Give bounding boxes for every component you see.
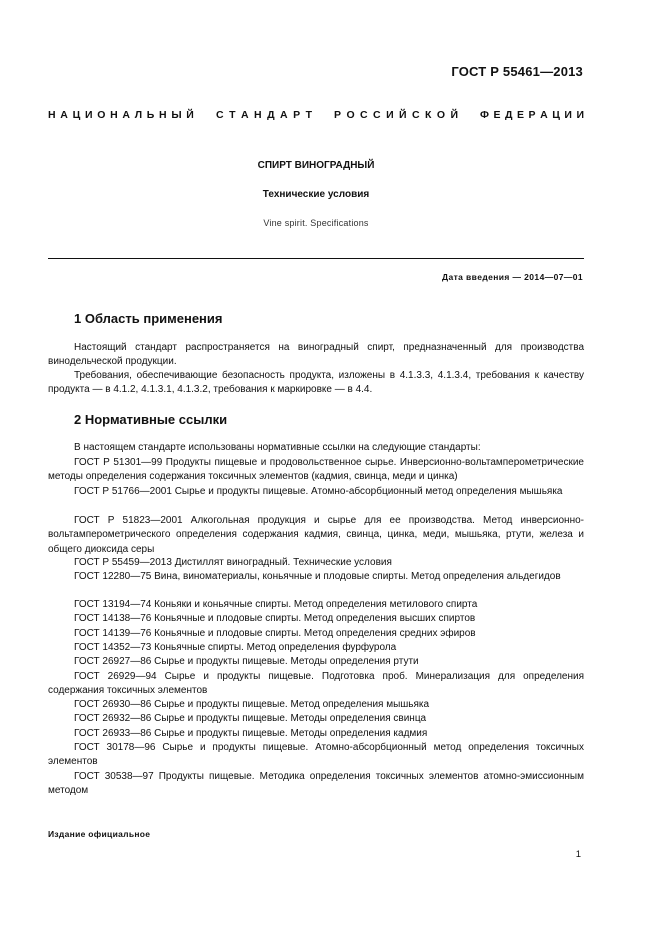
reference-item: ГОСТ 26927—86 Сырье и продукты пищевые. Методы определения ртути xyxy=(74,656,419,667)
banner-letter: Р xyxy=(528,109,536,121)
banner-word xyxy=(216,109,312,121)
banner-letter: Е xyxy=(517,109,525,121)
national-standard-banner xyxy=(48,109,584,121)
banner-letter: Ц xyxy=(552,109,560,121)
document-title: СПИРТ ВИНОГРАДНЫЙ xyxy=(257,160,375,171)
divider xyxy=(48,258,584,259)
banner-letter: А xyxy=(540,109,548,121)
banner-letter: О xyxy=(436,109,446,121)
banner-letter: Н xyxy=(159,109,167,121)
reference-item: ГОСТ 14138—76 Коньячные и плодовые спирты. Метод определения высших спиртов xyxy=(74,613,476,624)
paragraph: В настоящем стандарте использованы нормативные ссылки на следующие стандарты: xyxy=(74,442,481,453)
banner-letter: Й xyxy=(186,109,194,121)
banner-letter: Д xyxy=(267,109,275,121)
banner-letter: Й xyxy=(399,109,407,121)
reference-item: ГОСТ 26933—86 Сырье и продукты пищевые. Методы определения кадмия xyxy=(74,728,428,739)
reference-item: ГОСТ 30538—97 Продукты пищевые. Методика определения токсичных элементов атомно-эмиссионным методом xyxy=(48,771,584,797)
page-number: 1 xyxy=(575,849,581,860)
banner-letter: Л xyxy=(134,109,143,121)
banner-letter: А xyxy=(122,109,130,121)
banner-letter: С xyxy=(373,109,381,121)
banner-letter: Н xyxy=(110,109,118,121)
banner-letter: Ы xyxy=(171,109,182,121)
reference-item: ГОСТ 12280—75 Вина, виноматериалы, коньячные и плодовые спирты. Метод определения альдегидов xyxy=(74,571,561,582)
banner-word xyxy=(48,109,194,121)
banner-letter: Ц xyxy=(72,109,81,121)
introduction-date: Дата введения — 2014—07—01 xyxy=(442,272,583,282)
banner-letter: И xyxy=(386,109,394,121)
reference-item: ГОСТ 26930—86 Сырье и продукты пищевые. Метод определения мышьяка xyxy=(74,699,430,710)
banner-letter: О xyxy=(346,109,355,121)
banner-letter: А xyxy=(280,109,288,121)
document-subtitle: Технические условия xyxy=(262,189,370,200)
section-heading: 1 Область применения xyxy=(74,311,223,326)
banner-letter: И xyxy=(84,109,93,121)
banner-letter: Н xyxy=(254,109,262,121)
paragraph: Настоящий стандарт распространяется на виноградный спирт, предназначенный для производства винодельческой продукции. xyxy=(48,342,584,368)
reference-item: ГОСТ Р 51823—2001 Алкогольная продукция и сырье для ее производства. Метод инверсионно-вольтамперометрического определения содержания кадмия, свинца, цинка, меди, мышьяка, ртути, железа и общего диоксида серы xyxy=(48,515,584,555)
reference-item: ГОСТ Р 51301—99 Продукты пищевые и продовольственное сырье. Инверсионно-вольтамперометрические методы определения содержания токсичных элементов (кадмия, свинца, меди и цинка) xyxy=(48,457,584,483)
reference-item: ГОСТ 14139—76 Коньячные и плодовые спирты. Метод определения средних эфиров xyxy=(74,628,476,639)
banner-word xyxy=(334,109,458,121)
banner-letter: Й xyxy=(450,109,458,121)
english-title: Vine spirit. Specifications xyxy=(263,218,369,228)
banner-letter: О xyxy=(97,109,106,121)
banner-letter: А xyxy=(60,109,68,121)
banner-letter: Д xyxy=(505,109,513,121)
banner-letter: И xyxy=(576,109,584,121)
banner-letter: А xyxy=(240,109,249,121)
banner-letter: Т xyxy=(305,109,312,121)
banner-letter: И xyxy=(564,109,572,121)
paragraph: Требования, обеспечивающие безопасность продукта, изложены в 4.1.3.3, 4.1.3.4, требования к качеству продукта — в 4.1.2, 4.1.3.1, 4.1.3.2, требования к маркировке — в 4.4. xyxy=(48,370,584,396)
banner-letter: Р xyxy=(334,109,342,121)
reference-item: ГОСТ Р 55459—2013 Дистиллят виноградный. Технические условия xyxy=(74,557,392,568)
banner-letter: Ф xyxy=(480,109,489,121)
reference-item: ГОСТ 30178—96 Сырье и продукты пищевые. Атомно-абсорбционный метод определения токсичных элементов xyxy=(48,742,584,768)
official-edition-label: Издание официальное xyxy=(48,829,151,839)
banner-letter: Т xyxy=(229,109,236,121)
reference-item: ГОСТ Р 51766—2001 Сырье и продукты пищевые. Атомно-абсорбционный метод определения мышьяка xyxy=(74,486,563,497)
banner-letter: С xyxy=(412,109,420,121)
section-heading: 2 Нормативные ссылки xyxy=(74,412,228,427)
reference-item: ГОСТ 14352—73 Коньячные спирты. Метод определения фурфурола xyxy=(74,642,397,653)
banner-letter: С xyxy=(216,109,224,121)
reference-item: ГОСТ 26929—94 Сырье и продукты пищевые. Подготовка проб. Минерализация для определения содержания токсичных элементов xyxy=(48,671,584,697)
banner-letter: Ь xyxy=(146,109,155,121)
banner-letter: К xyxy=(425,109,432,121)
reference-item: ГОСТ 26932—86 Сырье и продукты пищевые. Методы определения свинца xyxy=(74,713,427,724)
document-code: ГОСТ Р 55461—2013 xyxy=(451,64,583,79)
banner-word xyxy=(480,109,584,121)
banner-letter: Р xyxy=(293,109,301,121)
banner-letter: Н xyxy=(48,109,56,121)
reference-item: ГОСТ 13194—74 Коньяки и коньячные спирты. Метод определения метилового спирта xyxy=(74,599,478,610)
banner-letter: Е xyxy=(493,109,501,121)
banner-letter: С xyxy=(360,109,368,121)
